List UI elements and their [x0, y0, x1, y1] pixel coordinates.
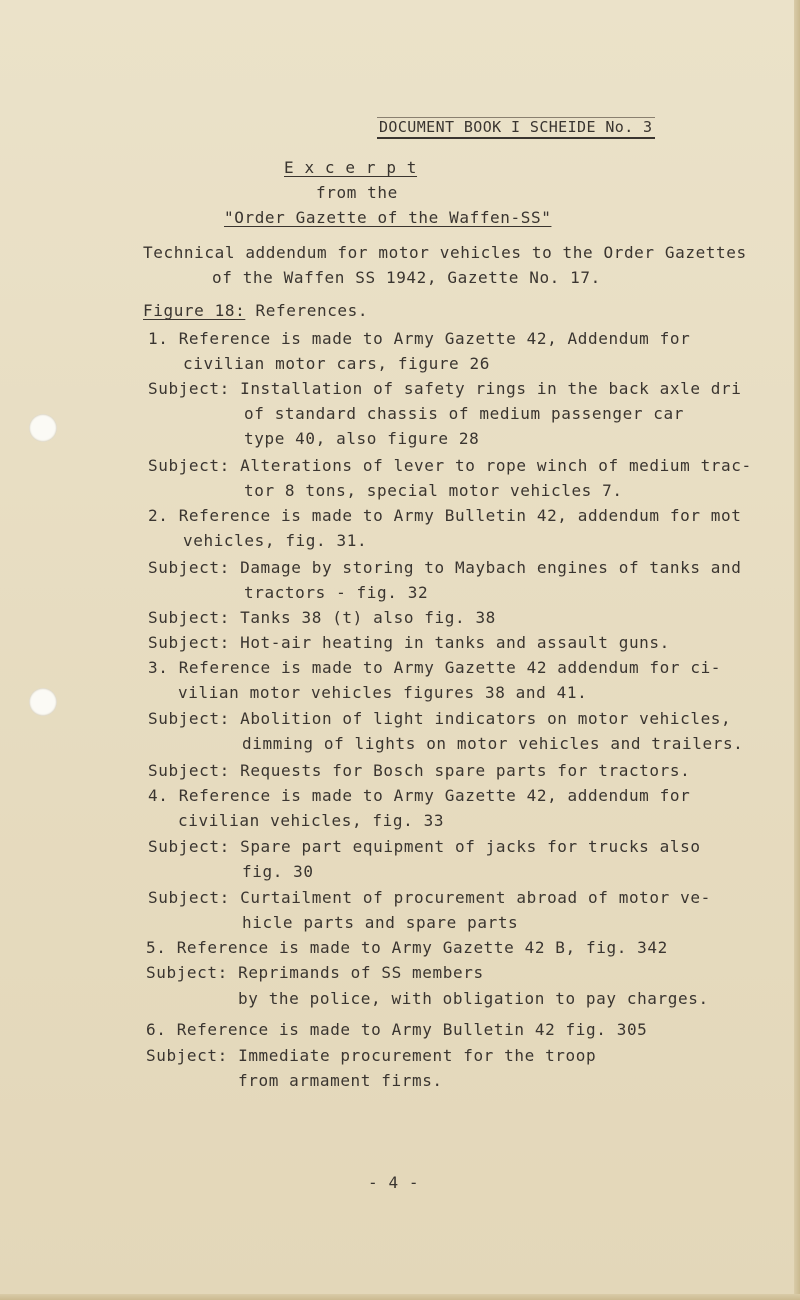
punch-hole-lower: [29, 688, 57, 716]
intro-line-2: of the Waffen SS 1942, Gazette No. 17.: [212, 268, 601, 287]
subject-continuation: type 40, also figure 28: [244, 429, 480, 448]
from-line: from the: [316, 183, 398, 202]
page-edge-bottom: [0, 1294, 800, 1300]
punch-hole-upper: [29, 414, 57, 442]
figure-label: Figure 18:: [143, 301, 246, 320]
gazette-title: "Order Gazette of the Waffen-SS": [224, 208, 552, 227]
subject-continuation: from armament firms.: [238, 1071, 443, 1090]
item-3-line-2: vilian motor vehicles figures 38 and 41.: [178, 683, 588, 702]
subject-continuation: tor 8 tons, special motor vehicles 7.: [244, 481, 623, 500]
subject-line: Subject: Requests for Bosch spare parts for tractors.: [148, 761, 691, 780]
subject-line: Subject: Spare part equipment of jacks for trucks also: [148, 837, 701, 856]
subject-continuation: by the police, with obligation to pay charges.: [238, 989, 709, 1008]
subject-line: Subject: Installation of safety rings in the back axle dri: [148, 379, 742, 398]
item-3-line-1: 3. Reference is made to Army Gazette 42 addendum for ci-: [148, 658, 722, 677]
item-1-line-1: 1. Reference is made to Army Gazette 42, Addendum for: [148, 329, 691, 348]
subject-continuation: dimming of lights on motor vehicles and trailers.: [242, 734, 744, 753]
subject-continuation: tractors - fig. 32: [244, 583, 429, 602]
subject-continuation: of standard chassis of medium passenger car: [244, 404, 685, 423]
subject-line: Subject: Curtailment of procurement abroad of motor ve-: [148, 888, 711, 907]
subject-line: Subject: Hot-air heating in tanks and assault guns.: [148, 633, 670, 652]
item-4-line-2: civilian vehicles, fig. 33: [178, 811, 445, 830]
excerpt-title: E x c e r p t: [284, 158, 418, 177]
item-5-line-1: 5. Reference is made to Army Gazette 42 B, fig. 342: [146, 938, 668, 957]
subject-line: Subject: Immediate procurement for the troop: [146, 1046, 597, 1065]
item-2-line-1: 2. Reference is made to Army Bulletin 42, addendum for mot: [148, 506, 742, 525]
subject-line: Subject: Tanks 38 (t) also fig. 38: [148, 608, 496, 627]
subject-continuation: fig. 30: [242, 862, 314, 881]
subject-line: Subject: Alterations of lever to rope winch of medium trac-: [148, 456, 752, 475]
intro-line-1: Technical addendum for motor vehicles to the Order Gazettes: [143, 243, 747, 262]
figure-heading: [143, 301, 368, 320]
subject-line: Subject: Abolition of light indicators on motor vehicles,: [148, 709, 732, 728]
item-1-line-2: civilian motor cars, figure 26: [183, 354, 490, 373]
item-2-line-2: vehicles, fig. 31.: [183, 531, 368, 550]
item-6-line-1: 6. Reference is made to Army Bulletin 42 fig. 305: [146, 1020, 648, 1039]
subject-line: Subject: Reprimands of SS members: [146, 963, 484, 982]
figure-text: References.: [245, 301, 369, 320]
subject-continuation: hicle parts and spare parts: [242, 913, 519, 932]
page-edge-right: [794, 0, 800, 1300]
document-reference-header: DOCUMENT BOOK I SCHEIDE No. 3: [377, 117, 655, 139]
page-number: - 4 -: [368, 1173, 420, 1192]
subject-line: Subject: Damage by storing to Maybach engines of tanks and: [148, 558, 742, 577]
item-4-line-1: 4. Reference is made to Army Gazette 42, addendum for: [148, 786, 691, 805]
